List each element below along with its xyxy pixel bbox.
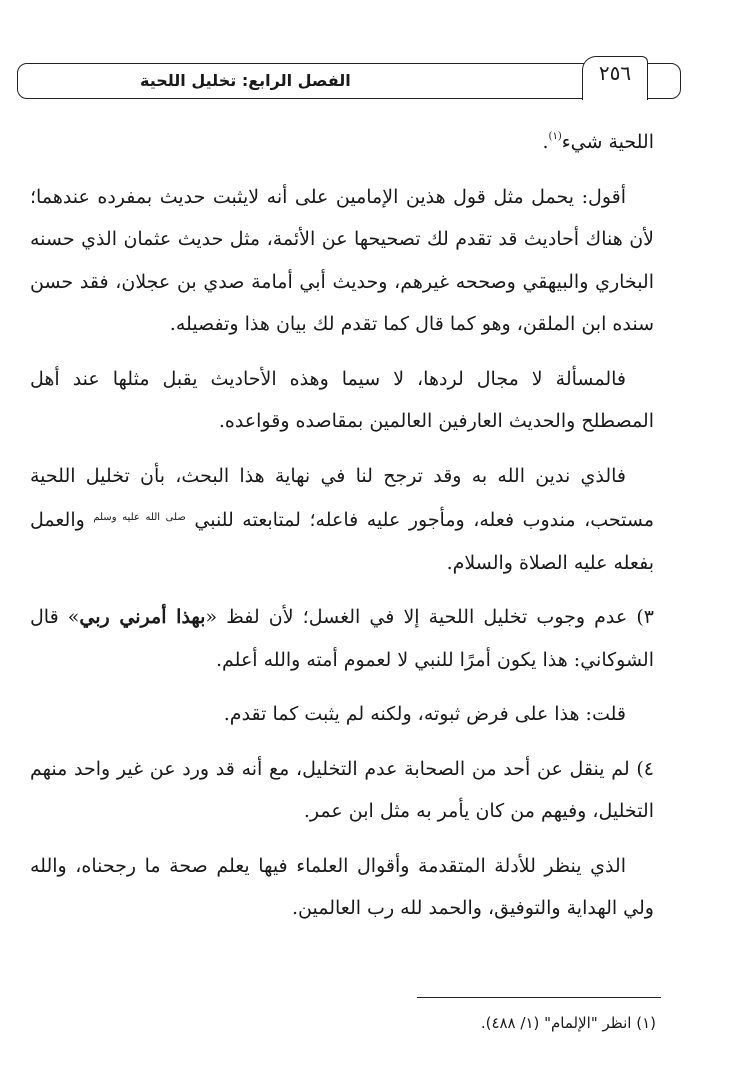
paragraph-text: ٤) لم ينقل عن أحد من الصحابة عدم التخليل، مع أنه قد ورد عن غير واحد منهم التخليل، وفيهم من كان يأمر به مثل ابن عمر. [30,757,654,822]
chapter-title: الفصل الرابع: تخليل اللحية [140,71,351,90]
paragraph-text: قلت: هذا على فرض ثبوته، ولكنه لم يثبت كما تقدم. [223,703,626,725]
footnote-ref: (١) [548,131,562,142]
paragraph-text: الذي ينظر للأدلة المتقدمة وأقوال العلماء فيها يعلم صحة ما رجحناه، والله ولي الهداية والتوفيق، والحمد لله رب العالمين. [30,854,654,919]
paragraph-text: والعمل بفعله عليه الصلاة والسلام. [30,509,654,574]
paragraph-point-4 [30,748,654,833]
paragraph-qultu [30,693,654,736]
paragraph-continuation [30,116,654,164]
paragraph-text: فالمسألة لا مجال لردها، لا سيما وهذه الأحاديث يقبل مثلها عند أهل المصطلح والحديث العارفين العالمين بمقاصده وقواعده. [30,367,654,432]
footnote-marker: (١) [636,1014,656,1032]
footnote-text: انظر "الإلمام" (١/ ٤٨٨). [480,1014,632,1032]
page-number-tab [582,56,648,100]
paragraph-text: ٣) عدم وجوب تخليل اللحية إلا في الغسل؛ لأن لفظ « [205,606,654,628]
paragraph-text: » قال الشوكاني: هذا يكون أمرًا للنبي لا لعموم أمته والله أعلم. [30,606,654,671]
paragraph-point-3 [30,596,654,681]
footnote [481,1014,656,1032]
paragraph-final [30,845,654,930]
paragraph-text: اللحية شيء [561,131,654,153]
honorific-saw: صلى الله عليه وسلم [93,512,186,523]
paragraph-masala [30,358,654,443]
hadith-quote: بهذا أمرني ربي [79,606,206,628]
body-text [30,116,654,942]
page-number: ٢٥٦ [598,61,632,85]
paragraph-text: فالذي ندين الله به وقد ترجح لنا في نهاية هذا البحث، بأن تخليل اللحية مستحب، مندوب فعله، ومأجور عليه فاعله؛ لمتابعته للنبي [30,464,655,531]
paragraph-tail: . [542,131,549,153]
paragraph-text: أقول: يحمل مثل قول هذين الإمامين على أنه لايثبت حديث بمفرده عندهما؛ لأن هناك أحاديث قد تقدم لك تصحيحها عن الأئمة، مثل حديث عثمان الذي حسنه البخاري والبيهقي وصححه غيرهم، وحديث أبي أمامة صدي بن عجلان، فقد حسن سنده ابن الملقن، وهو كما قال كما تقدم لك بيان هذا وتفصيله. [30,185,654,335]
footnote-divider [417,997,661,998]
paragraph-aqool [30,176,654,346]
paragraph-conclusion [30,455,654,585]
